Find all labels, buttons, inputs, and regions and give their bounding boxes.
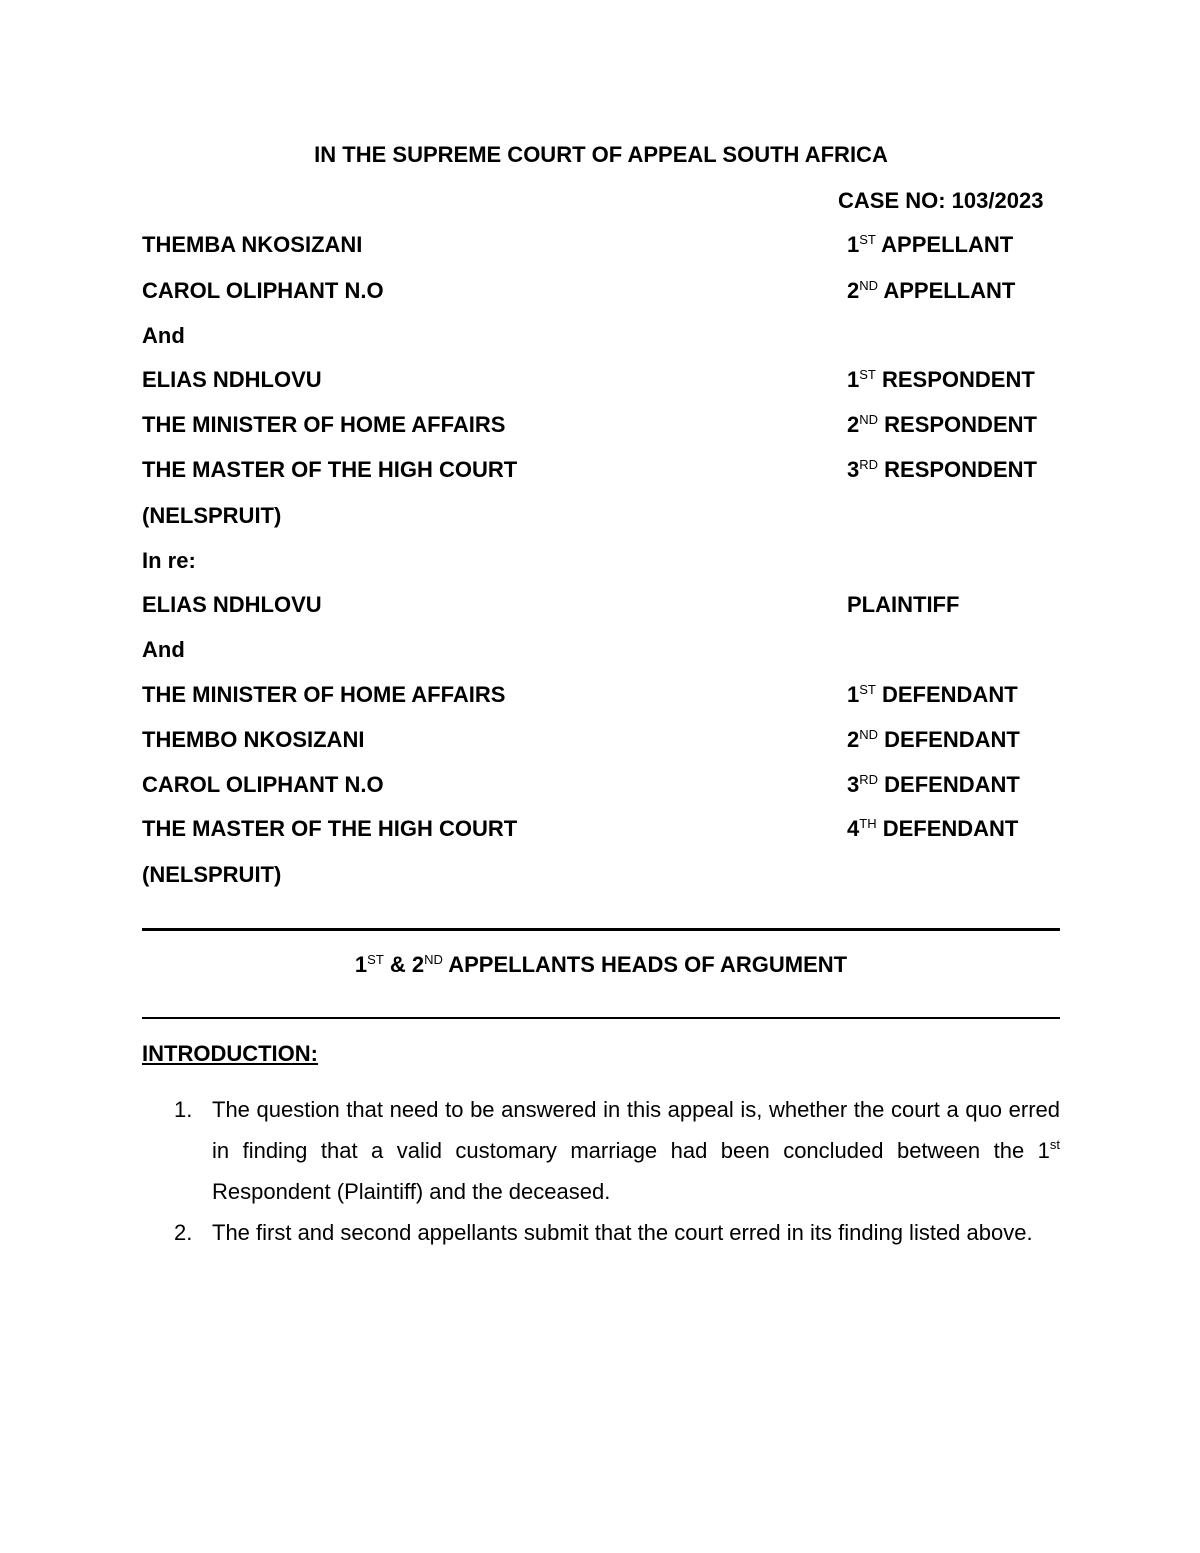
party-role: 2ND DEFENDANT [847,727,1020,752]
conjunction: And [142,323,185,348]
section-heading-introduction: INTRODUCTION: [142,1041,318,1066]
paragraph-number: 2. [174,1220,193,1245]
party-role: 2ND RESPONDENT [847,412,1037,437]
paragraph-number: 1. [174,1097,193,1122]
numbered-paragraph [142,1212,1060,1253]
case-number: CASE NO: 103/2023 [838,188,1044,213]
party-role: PLAINTIFF [847,592,960,617]
paragraph-text: The question that need to be answered in this appeal is, whether the court a quo erred in finding that a valid customary marriage had been concluded between the 1st Respondent (Plaintiff) and the deceased. [212,1097,1060,1204]
party-name-continuation: (NELSPRUIT) [142,862,282,887]
party-role: 2ND APPELLANT [847,278,1016,303]
numbered-paragraph [142,1089,1060,1212]
party-name: THE MINISTER OF HOME AFFAIRS [142,682,506,707]
party-name: ELIAS NDHLOVU [142,367,322,392]
party-role: 4TH DEFENDANT [847,816,1019,841]
court-title: IN THE SUPREME COURT OF APPEAL SOUTH AFRICA [314,142,888,167]
party-role: 1ST APPELLANT [847,232,1014,257]
document-heading: 1ST & 2ND APPELLANTS HEADS OF ARGUMENT [354,952,848,977]
party-name: THE MASTER OF THE HIGH COURT [142,457,518,482]
bottom-rule [142,1017,1060,1019]
party-name: THEMBA NKOSIZANI [142,232,363,257]
party-name: ELIAS NDHLOVU [142,592,322,617]
party-name: THEMBO NKOSIZANI [142,727,365,752]
conjunction: And [142,637,185,662]
top-rule [142,928,1060,931]
party-name: THE MINISTER OF HOME AFFAIRS [142,412,506,437]
party-role: 3RD DEFENDANT [847,772,1020,797]
party-role: 1ST RESPONDENT [847,367,1035,392]
in-re-label: In re: [142,548,196,573]
party-name: CAROL OLIPHANT N.O [142,772,384,797]
party-name-continuation: (NELSPRUIT) [142,503,282,528]
party-name: THE MASTER OF THE HIGH COURT [142,816,518,841]
party-role: 3RD RESPONDENT [847,457,1037,482]
party-role: 1ST DEFENDANT [847,682,1018,707]
paragraph-text: The first and second appellants submit that the court erred in its finding listed above. [212,1220,1033,1245]
party-name: CAROL OLIPHANT N.O [142,278,384,303]
